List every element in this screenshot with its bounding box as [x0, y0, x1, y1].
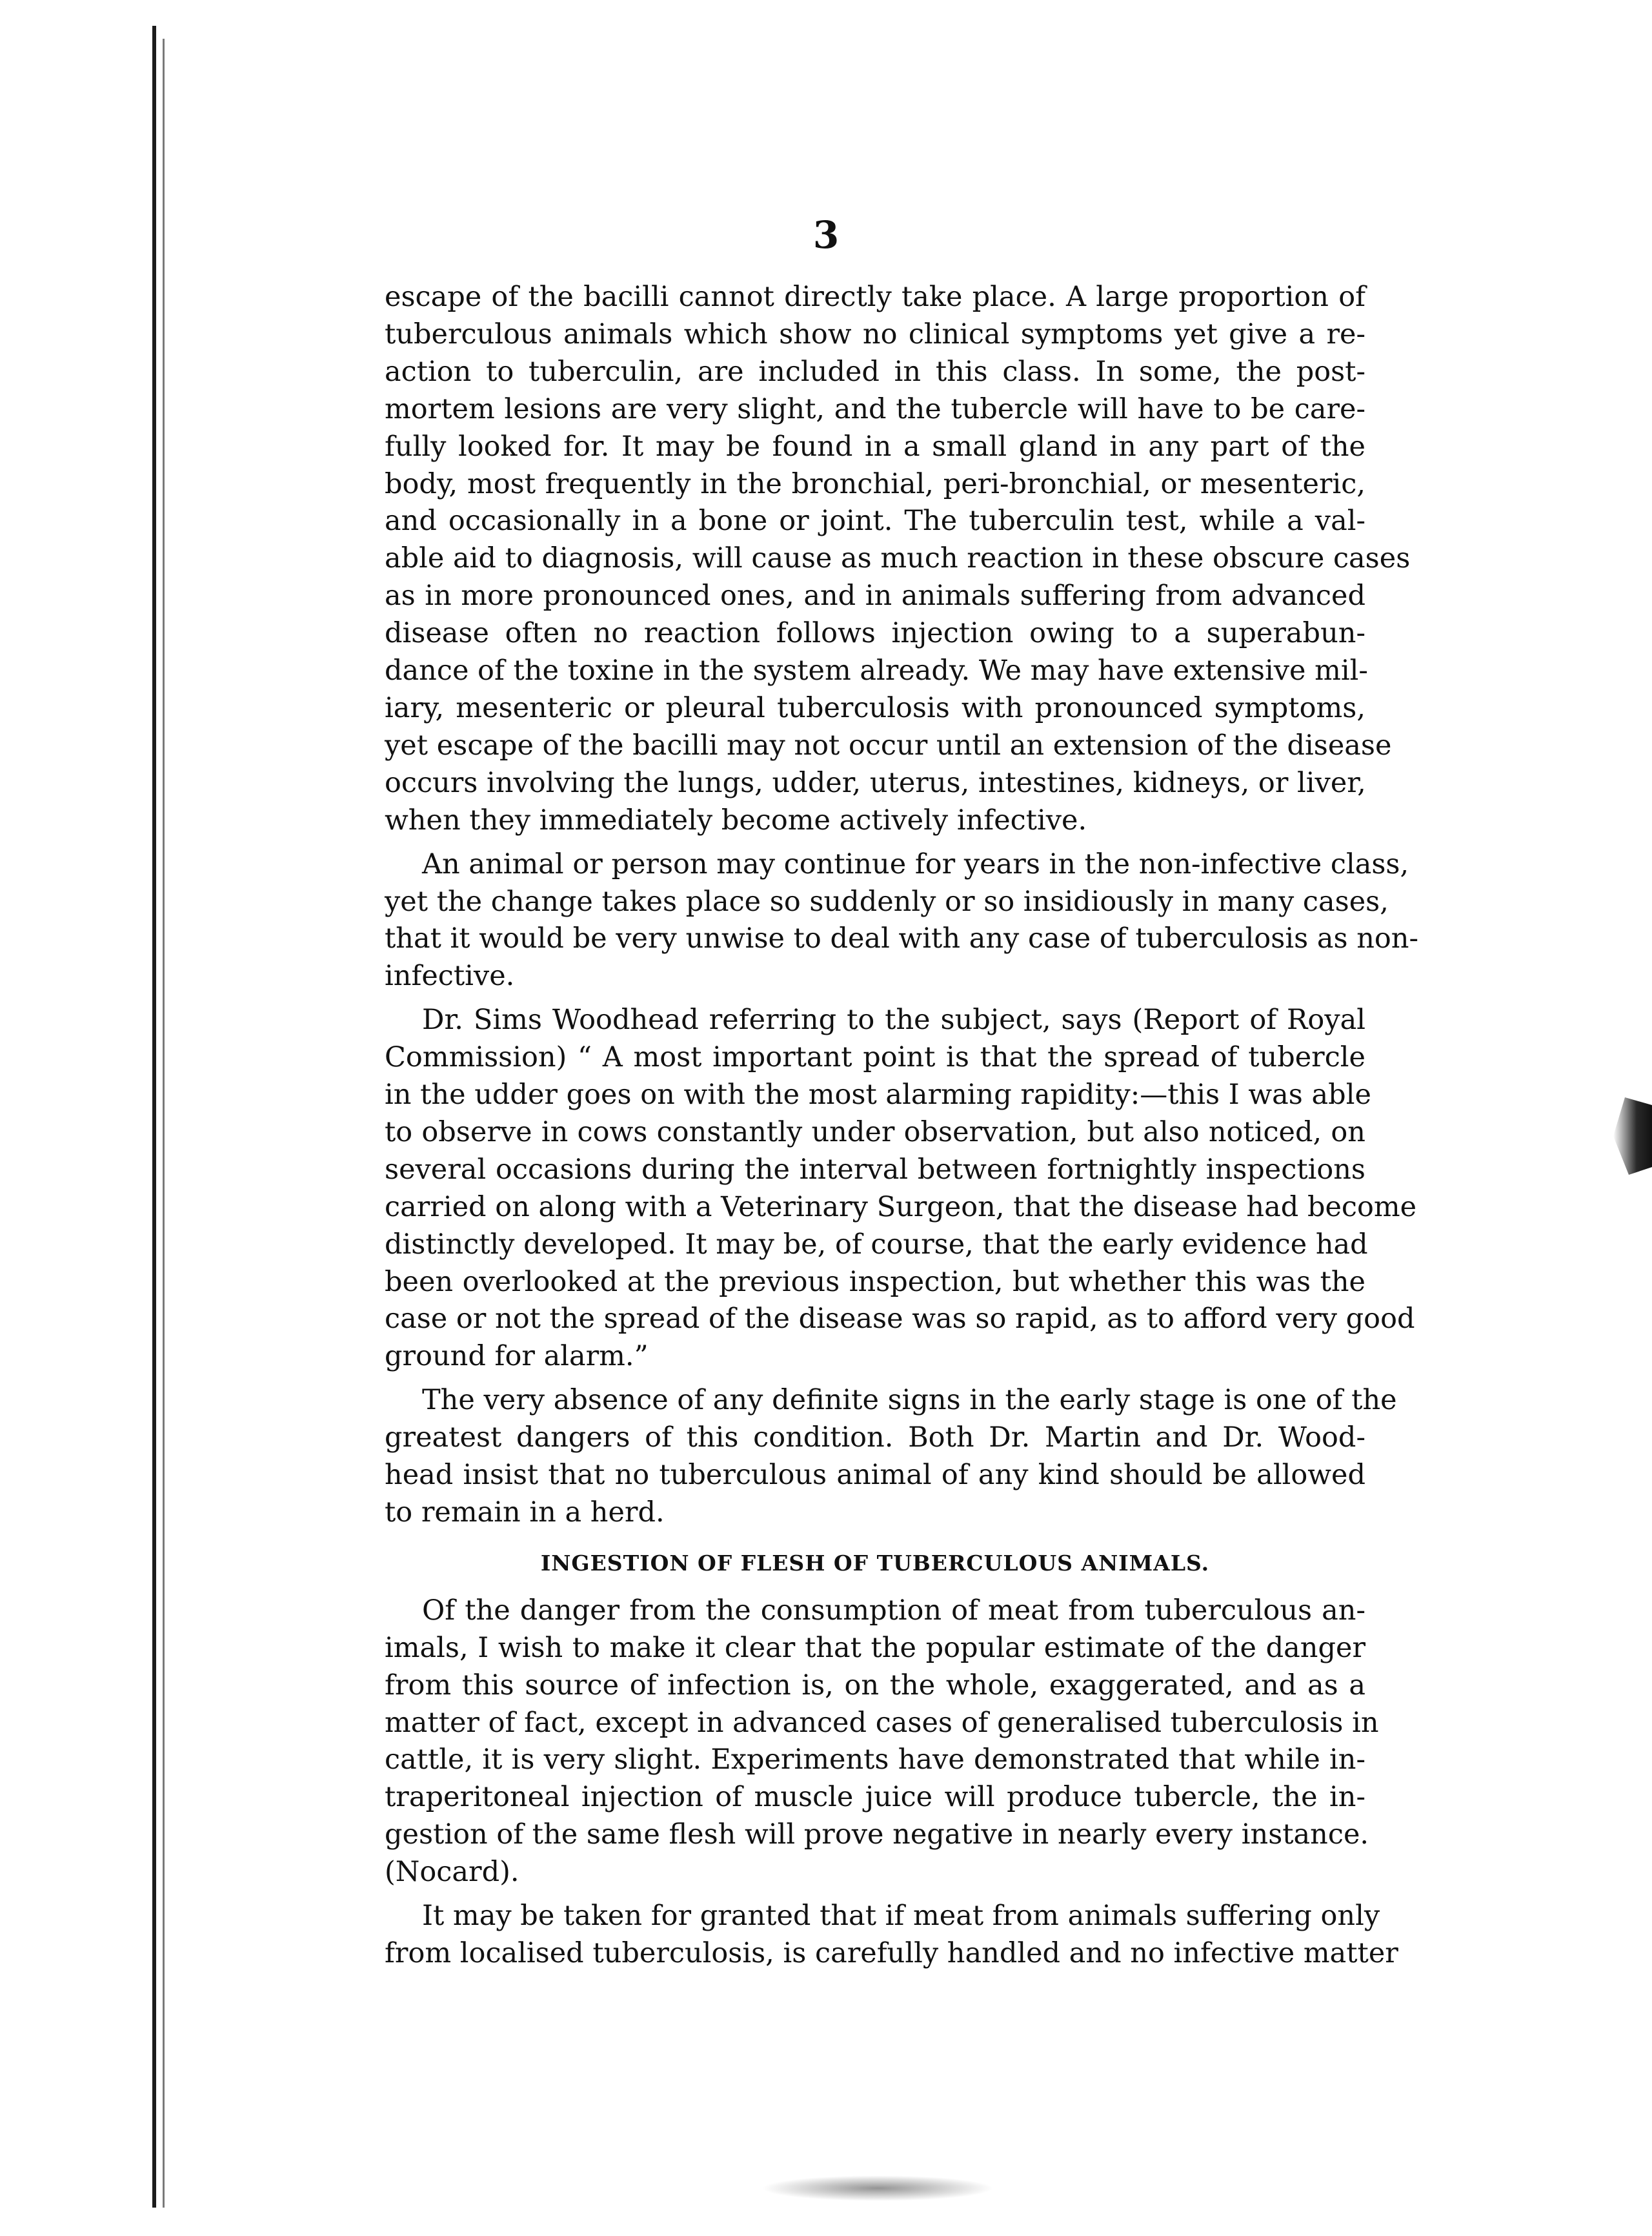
text-line: head insist that no tuberculous animal of any kind should be allowed: [385, 1459, 1365, 1492]
text-line: The very absence of any definite signs in the early stage is one of the: [422, 1384, 1397, 1417]
text-line: Commission) “ A most important point is that the spread of tubercle: [385, 1041, 1365, 1074]
text-line: as in more pronounced ones, and in animals suffering from advanced: [385, 580, 1365, 613]
text-line: body, most frequently in the bronchial, peri-bronchial, or mesenteric,: [385, 467, 1365, 500]
text-line: and occasionally in a bone or joint. The tuberculin test, while a val-: [385, 505, 1365, 538]
ink-smudge: [761, 2175, 994, 2201]
text-line: tuberculous animals which show no clinical symptoms yet give a re-: [385, 318, 1365, 351]
paragraph: [385, 1002, 1417, 1376]
text-line: distinctly developed. It may be, of course, that the early evidence had: [385, 1228, 1368, 1261]
text-line: case or not the spread of the disease was so rapid, as to afford very good: [385, 1303, 1415, 1336]
text-line: to remain in a herd.: [385, 1496, 665, 1529]
text-line: when they immediately become actively infective.: [385, 804, 1087, 837]
text-line: action to tuberculin, are included in this class. In some, the post-: [385, 355, 1365, 388]
page-edge-mark: [1613, 1097, 1652, 1175]
text-line: to observe in cows constantly under observation, but also noticed, on: [385, 1115, 1365, 1148]
text-line: ground for alarm.”: [385, 1340, 649, 1373]
text-column: [385, 279, 1419, 1979]
paragraph: [385, 279, 1411, 840]
paragraph: [385, 846, 1419, 996]
binding-line-shadow: [163, 39, 165, 2208]
text-line: yet escape of the bacilli may not occur until an extension of the disease: [385, 729, 1392, 762]
text-line: An animal or person may continue for years in the non-infective class,: [422, 848, 1409, 880]
text-line: Dr. Sims Woodhead referring to the subject, says (Report of Royal: [422, 1004, 1365, 1037]
text-line: iary, mesenteric or pleural tuberculosis with pronounced symptoms,: [385, 691, 1365, 724]
text-line: been overlooked at the previous inspection, but whether this was the: [385, 1265, 1365, 1298]
text-line: matter of fact, except in advanced cases of generalised tuberculosis in: [385, 1706, 1379, 1739]
binding-line: [152, 26, 156, 2208]
paragraph: [385, 1592, 1379, 1891]
text-line: carried on along with a Veterinary Surgeon, that the disease had become: [385, 1190, 1417, 1223]
text-line: greatest dangers of this condition. Both Dr. Martin and Dr. Wood-: [385, 1421, 1365, 1454]
text-line: several occasions during the interval between fortnightly inspections: [385, 1153, 1365, 1186]
body-text-after-heading: [385, 1592, 1398, 1973]
text-line: escape of the bacilli cannot directly take place. A large proportion of: [385, 281, 1365, 313]
text-line: (Nocard).: [385, 1856, 519, 1889]
text-line: It may be taken for granted that if meat from animals suffering only: [422, 1900, 1380, 1933]
text-line: from this source of infection is, on the whole, exaggerated, and as a: [385, 1669, 1365, 1702]
text-line: mortem lesions are very slight, and the tubercle will have to be care-: [385, 392, 1365, 425]
text-line: imals, I wish to make it clear that the popular estimate of the danger: [385, 1631, 1365, 1664]
text-line: in the udder goes on with the most alarming rapidity:—this I was able: [385, 1079, 1371, 1112]
text-line: gestion of the same flesh will prove negative in nearly every instance.: [385, 1818, 1369, 1851]
text-line: able aid to diagnosis, will cause as much reaction in these obscure cases: [385, 542, 1411, 575]
paragraph: [385, 1898, 1398, 1973]
text-line: cattle, it is very slight. Experiments have demonstrated that while in-: [385, 1743, 1365, 1776]
section-heading: INGESTION OF FLESH OF TUBERCULOUS ANIMALS.: [540, 1550, 1210, 1576]
text-line: Of the danger from the consumption of meat from tuberculous an-: [422, 1594, 1365, 1627]
page-number: 3: [812, 213, 840, 257]
text-line: from localised tuberculosis, is carefully handled and no infective matter: [385, 1936, 1398, 1969]
text-line: fully looked for. It may be found in a small gland in any part of the: [385, 430, 1365, 463]
text-line: yet the change takes place so suddenly or so insidiously in many cases,: [385, 885, 1389, 918]
text-line: infective.: [385, 960, 515, 993]
text-line: that it would be very unwise to deal with any case of tuberculosis as non-: [385, 922, 1419, 955]
text-line: occurs involving the lungs, udder, uterus, intestines, kidneys, or liver,: [385, 766, 1366, 799]
paragraph: [385, 1382, 1397, 1532]
text-line: disease often no reaction follows injection owing to a superabun-: [385, 617, 1365, 650]
body-text-before-heading: [385, 279, 1419, 1532]
text-line: dance of the toxine in the system already. We may have extensive mil-: [385, 655, 1368, 687]
text-line: traperitoneal injection of muscle juice will produce tubercle, the in-: [385, 1781, 1365, 1814]
binding-edge: [0, 0, 168, 2236]
